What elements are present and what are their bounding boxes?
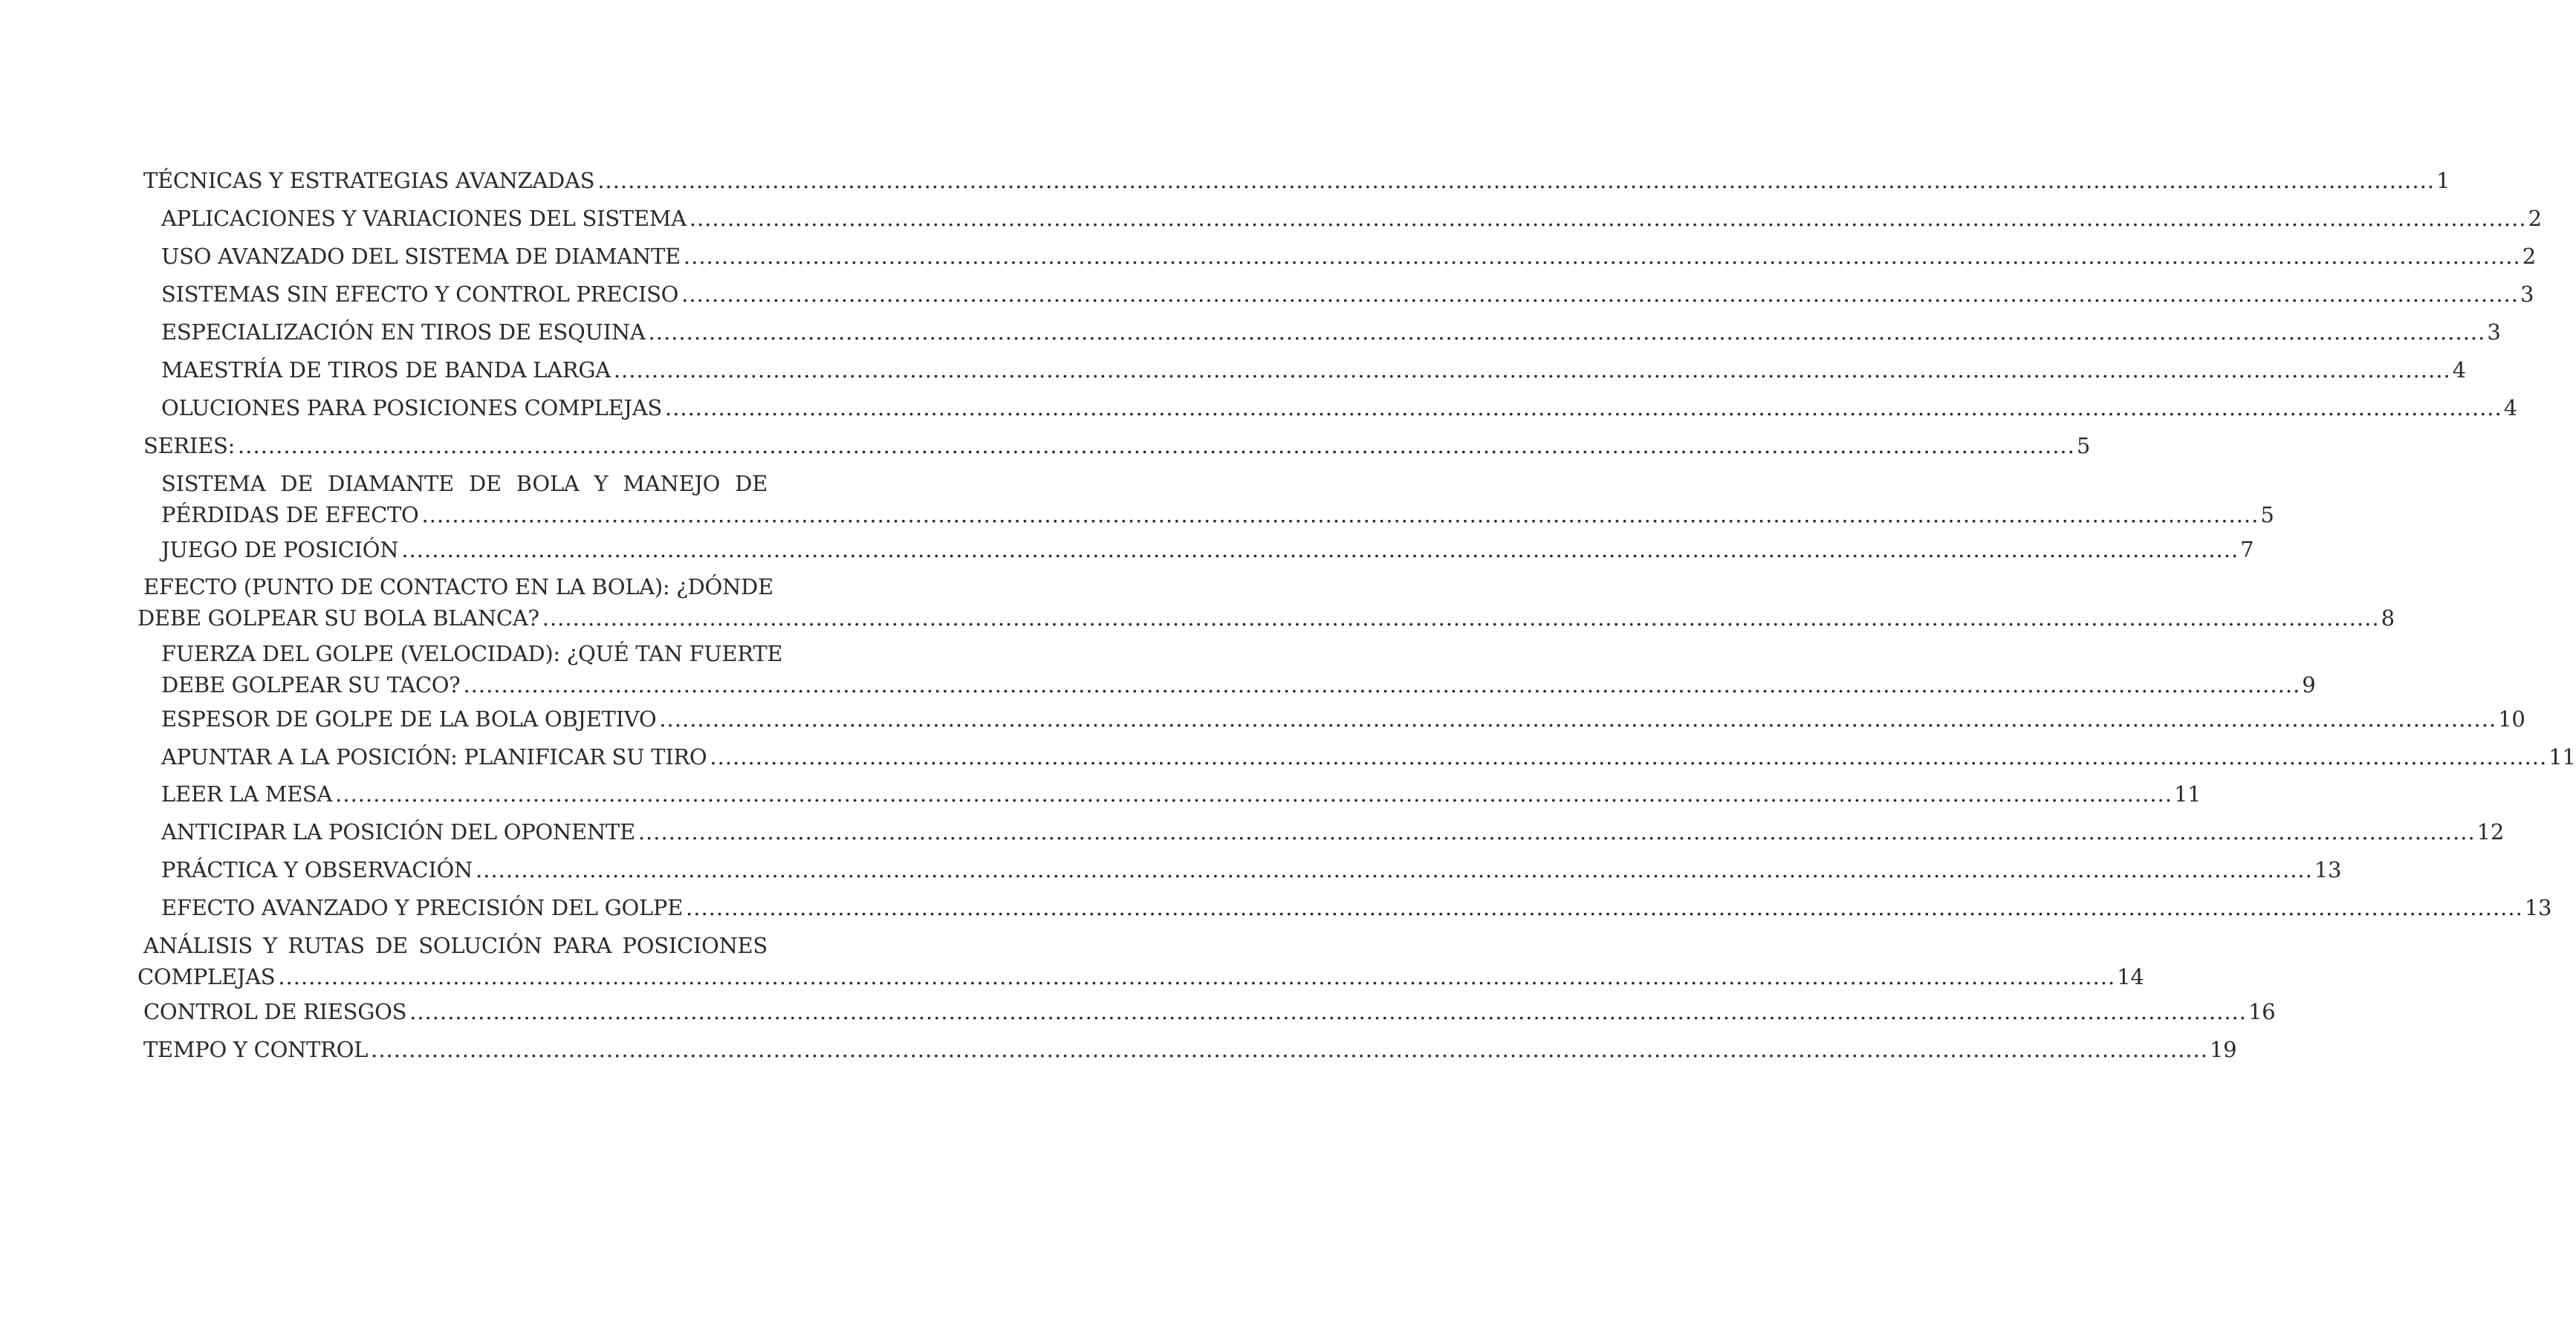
toc-entry-title: USO AVANZADO DEL SISTEMA DE DIAMANTE <box>161 244 681 269</box>
toc-entry-title: ANTICIPAR LA POSICIÓN DEL OPONENTE <box>161 819 635 845</box>
dot-leader <box>710 741 2547 772</box>
dot-leader <box>638 816 2476 848</box>
toc-entry-title: APUNTAR A LA POSICIÓN: PLANIFICAR SU TIRO <box>161 744 707 770</box>
dot-leader <box>409 996 2247 1027</box>
dot-leader <box>401 534 2239 565</box>
toc-entry[interactable] <box>161 534 2254 565</box>
toc-entry-title-line2: DEBE GOLPEAR SU TACO? <box>161 672 461 697</box>
toc-entry-page: 10 <box>2498 706 2525 732</box>
toc-entry-title: SISTEMAS SIN EFECTO Y CONTROL PRECISO <box>161 282 679 307</box>
toc-entry-title-line2: DEBE GOLPEAR SU BOLA BLANCA? <box>137 605 539 631</box>
toc-entry-title-line1: EFECTO (PUNTO DE CONTACTO EN LA BOLA): ¿DÓNDE <box>143 574 773 599</box>
toc-entry-title-line1: FUERZA DEL GOLPE (VELOCIDAD): ¿QUÉ TAN FUERTE <box>161 641 783 666</box>
toc-entry-page: 13 <box>2314 857 2342 882</box>
dot-leader <box>690 203 2527 234</box>
dot-leader <box>238 430 2075 461</box>
toc-entry[interactable] <box>161 241 2536 272</box>
dot-leader <box>278 961 2115 992</box>
toc-entry[interactable] <box>143 996 2276 1027</box>
toc-entry-page: 11 <box>2173 781 2202 807</box>
dot-leader <box>665 392 2502 423</box>
toc-entry-title: LEER LA MESA <box>161 781 333 807</box>
dot-leader <box>681 279 2519 310</box>
toc-entry[interactable] <box>161 203 2542 234</box>
toc-entry-title: TÉCNICAS Y ESTRATEGIAS AVANZADAS <box>143 168 595 193</box>
toc-entry[interactable] <box>143 430 2091 461</box>
toc-entry[interactable] <box>161 703 2525 735</box>
toc-entry-page: 14 <box>2117 964 2144 989</box>
toc-entry[interactable] <box>161 392 2517 423</box>
dot-leader <box>649 316 2486 348</box>
toc-entry[interactable] <box>143 1034 2237 1065</box>
toc-entry-title: ESPESOR DE GOLPE DE LA BOLA OBJETIVO <box>161 706 657 732</box>
toc-entry-page: 4 <box>2452 357 2466 383</box>
toc-entry-title-line1: ANÁLISIS Y RUTAS DE SOLUCIÓN PARA POSICIONES <box>143 933 768 958</box>
dot-leader <box>422 499 2259 530</box>
toc-entry[interactable] <box>161 316 2501 348</box>
toc-entry-page: 5 <box>2260 502 2274 527</box>
toc-entry-page: 11 <box>2549 744 2576 770</box>
dot-leader <box>614 354 2451 386</box>
toc-entry[interactable] <box>161 638 2316 700</box>
toc-entry[interactable] <box>161 778 2202 810</box>
toc-entry-title: SERIES: <box>143 433 236 458</box>
toc-entry-page: 4 <box>2503 395 2517 420</box>
toc-entry-page: 7 <box>2240 537 2254 562</box>
toc-entry[interactable] <box>137 930 2144 992</box>
dot-leader <box>335 778 2173 810</box>
toc-entry-page: 13 <box>2524 895 2552 920</box>
toc-entry-title: OLUCIONES PARA POSICIONES COMPLEJAS <box>161 395 662 420</box>
dot-leader <box>371 1034 2208 1065</box>
toc-entry-page: 9 <box>2302 672 2316 697</box>
toc-entry-title-line1: SISTEMA DE DIAMANTE DE BOLA Y MANEJO DE <box>161 471 768 496</box>
toc-entry-title-line2: PÉRDIDAS DE EFECTO <box>161 502 419 527</box>
toc-entry-title: TEMPO Y CONTROL <box>143 1037 369 1062</box>
toc-entry-page: 16 <box>2248 999 2276 1024</box>
toc-entry-page: 3 <box>2487 319 2501 345</box>
toc-entry-title: MAESTRÍA DE TIROS DE BANDA LARGA <box>161 357 611 383</box>
toc-entry-title: PRÁCTICA Y OBSERVACIÓN <box>161 857 473 882</box>
dot-leader <box>597 165 2435 196</box>
toc-entry-page: 2 <box>2528 206 2542 231</box>
toc-entry[interactable] <box>137 571 2395 634</box>
toc-entry-page: 1 <box>2436 168 2450 193</box>
toc-entry-title: CONTROL DE RIESGOS <box>143 999 407 1024</box>
dot-leader <box>463 669 2300 700</box>
toc-entry-page: 2 <box>2522 244 2536 269</box>
toc-entry-title-line2: COMPLEJAS <box>137 964 276 989</box>
toc-entry-title: APLICACIONES Y VARIACIONES DEL SISTEMA <box>161 206 687 231</box>
toc-entry-page: 12 <box>2476 819 2504 845</box>
toc-entry-title: EFECTO AVANZADO Y PRECISIÓN DEL GOLPE <box>161 895 684 920</box>
toc-entry[interactable] <box>161 468 2274 530</box>
toc-entry-page: 5 <box>2076 433 2091 458</box>
dot-leader <box>542 602 2380 634</box>
toc-entry-page: 3 <box>2520 282 2534 307</box>
dot-leader <box>476 854 2313 885</box>
toc-entry[interactable] <box>161 892 2552 923</box>
dot-leader <box>684 241 2521 272</box>
toc-entry[interactable] <box>161 741 2576 772</box>
toc-entry[interactable] <box>161 854 2342 885</box>
toc-entry-title: JUEGO DE POSICIÓN <box>161 537 399 562</box>
toc-entry-page: 8 <box>2381 605 2395 631</box>
toc-entry-title: ESPECIALIZACIÓN EN TIROS DE ESQUINA <box>161 319 646 345</box>
toc-entry[interactable] <box>143 165 2450 196</box>
toc-entry[interactable] <box>161 279 2534 310</box>
dot-leader <box>659 703 2496 735</box>
toc-entry[interactable] <box>161 816 2504 848</box>
toc-entry-page: 19 <box>2209 1037 2237 1062</box>
dot-leader <box>686 892 2523 923</box>
toc-entry[interactable] <box>161 354 2466 386</box>
